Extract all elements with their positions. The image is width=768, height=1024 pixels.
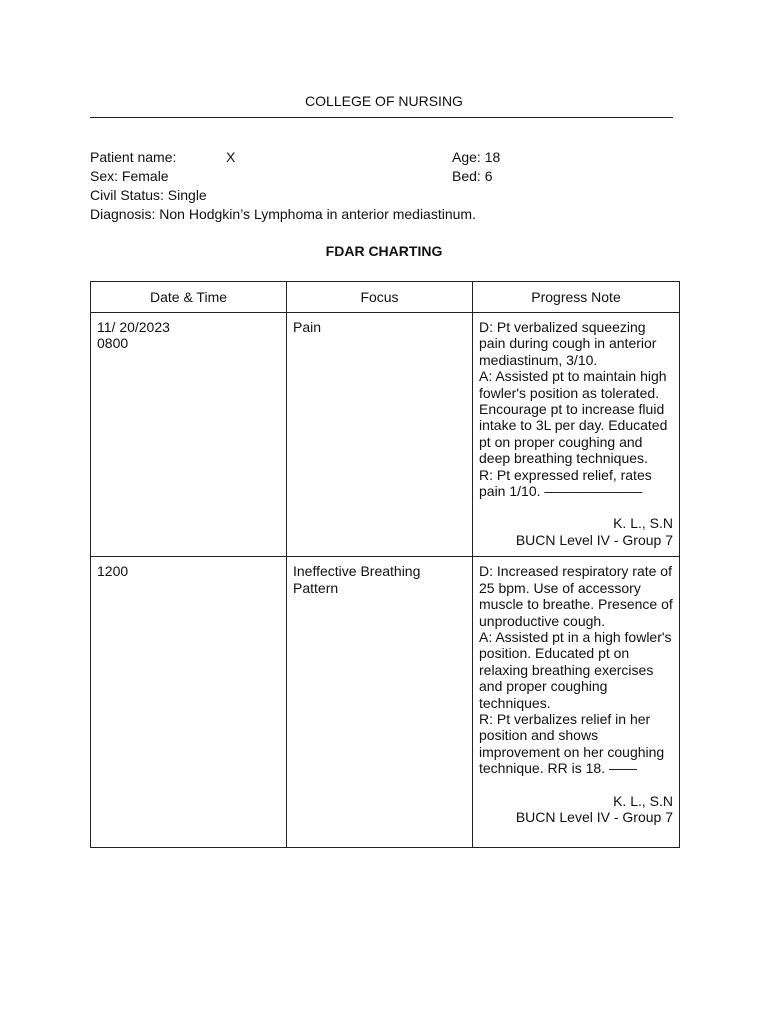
note-data: D: Pt verbalized squeezing pain during cough in anterior mediastinum, 3/10. xyxy=(479,319,657,368)
date-time-cell xyxy=(91,313,287,557)
column-header-progress-note: Progress Note xyxy=(473,282,680,313)
table-header-row xyxy=(91,282,680,313)
focus-cell xyxy=(287,313,473,557)
note-action: A: Assisted pt to maintain high fowler's position as tolerated. Encourage pt to increase fluid intake to 3L per day. Educated pt on proper coughing and deep breathing techniques. xyxy=(479,368,668,467)
note-response: R: Pt expressed relief, rates pain 1/10. ——————— xyxy=(479,466,652,500)
column-header-date-time: Date & Time xyxy=(91,282,287,313)
fdar-table xyxy=(90,281,680,848)
college-title: COLLEGE OF NURSING xyxy=(305,93,463,109)
focus-cell xyxy=(287,557,473,848)
note-response: R: Pt verbalizes relief in her position and shows improvement on her coughing technique. RR is 18. —— xyxy=(479,710,665,777)
patient-name-label: Patient name: xyxy=(90,149,177,165)
patient-age: Age: 18 xyxy=(452,149,501,165)
patient-bed: Bed: 6 xyxy=(452,168,493,184)
note-action: A: Assisted pt in a high fowler's position. Educated pt on relaxing breathing exercises and proper coughing techniques. xyxy=(479,628,672,711)
column-header-focus: Focus xyxy=(287,282,473,313)
signature-name: K. L., S.N xyxy=(613,792,673,809)
note-data: D: Increased respiratory rate of 25 bpm. Use of accessory muscle to breathe. Presence of unproductive cough. xyxy=(479,563,673,629)
focus-text: Pain xyxy=(293,319,322,335)
header-divider xyxy=(90,117,673,118)
entry-date: 11/ 20/2023 xyxy=(97,319,170,335)
signature-affiliation: BUCN Level IV - Group 7 xyxy=(515,531,673,548)
patient-name-value: X xyxy=(226,149,236,165)
fdar-title: FDAR CHARTING xyxy=(325,243,443,259)
progress-note-cell xyxy=(473,557,680,848)
patient-diagnosis: Diagnosis: Non Hodgkin’s Lymphoma in anterior mediastinum. xyxy=(90,206,476,222)
patient-sex: Sex: Female xyxy=(90,168,169,184)
focus-text: Ineffective Breathing Pattern xyxy=(293,563,421,596)
date-time-cell xyxy=(91,557,287,848)
entry-time: 0800 xyxy=(97,335,129,352)
table-row xyxy=(91,313,680,557)
table-row xyxy=(91,557,680,848)
entry-time: 1200 xyxy=(97,563,129,580)
signature-name: K. L., S.N xyxy=(613,515,673,532)
progress-note-cell xyxy=(473,313,680,557)
patient-civil-status: Civil Status: Single xyxy=(90,187,207,203)
signature-affiliation: BUCN Level IV - Group 7 xyxy=(515,808,673,825)
